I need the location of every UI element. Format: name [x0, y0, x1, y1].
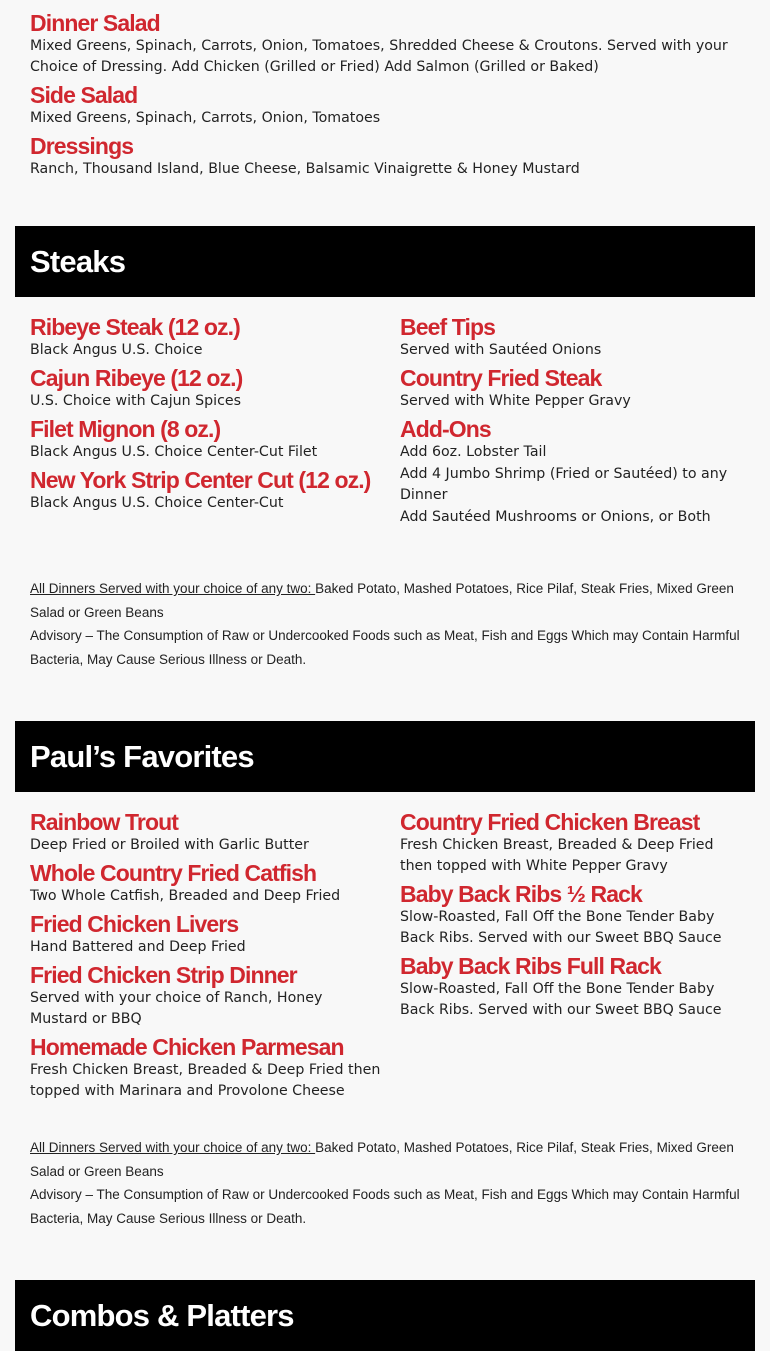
menu-item-desc: Ranch, Thousand Island, Blue Cheese, Balsamic Vinaigrette & Honey Mustard	[30, 161, 580, 177]
advisory-note: Advisory – The Consumption of Raw or Undercooked Foods such as Meat, Fish and Eggs Which may Contain Harmful Bacteria, May Cause Serious Illness or Death.	[30, 1187, 740, 1226]
menu-item-title: Homemade Chicken Parmesan	[30, 1034, 344, 1060]
menu-item-desc: Slow-Roasted, Fall Off the Bone Tender Baby Back Ribs. Served with our Sweet BBQ Sauce	[400, 981, 722, 1018]
favorites-items	[15, 809, 755, 1111]
steaks-right-column	[400, 314, 740, 547]
menu-item-title: Fried Chicken Strip Dinner	[30, 962, 297, 988]
menu-item-desc: Fresh Chicken Breast, Breaded & Deep Fried then topped with White Pepper Gravy	[400, 837, 714, 874]
salads-section	[15, 0, 755, 180]
menu-item-title: Beef Tips	[400, 314, 496, 340]
menu-item-title: Add-Ons	[400, 416, 491, 442]
section-banner-steaks	[15, 226, 755, 297]
sides-note-lead: All Dinners Served with your choice of any two:	[30, 1140, 316, 1155]
menu-item-title: Ribeye Steak (12 oz.)	[30, 314, 240, 340]
menu-item-desc: Hand Battered and Deep Fried	[30, 939, 246, 955]
menu-item-desc: Served with Sautéed Onions	[400, 342, 602, 358]
menu-item-title: Filet Mignon (8 oz.)	[30, 416, 221, 442]
advisory-note: Advisory – The Consumption of Raw or Undercooked Foods such as Meat, Fish and Eggs Which may Contain Harmful Bacteria, May Cause Serious Illness or Death.	[30, 628, 740, 667]
menu-item-title: Cajun Ribeye (12 oz.)	[30, 365, 243, 391]
menu-item-title: Country Fried Steak	[400, 365, 602, 391]
menu-item-desc: Deep Fried or Broiled with Garlic Butter	[30, 837, 309, 853]
menu-item-title: Country Fried Chicken Breast	[400, 809, 700, 835]
sides-note-lead: All Dinners Served with your choice of any two:	[30, 581, 316, 596]
menu-item-desc: Served with White Pepper Gravy	[400, 393, 631, 409]
menu-item-title: New York Strip Center Cut (12 oz.)	[30, 467, 371, 493]
section-heading: Combos & Platters	[30, 1297, 294, 1333]
menu-item-desc: Add 4 Jumbo Shrimp (Fried or Sautéed) to any Dinner	[400, 466, 728, 503]
steaks-notes	[15, 577, 755, 687]
menu-item-desc: Black Angus U.S. Choice Center-Cut Filet	[30, 444, 318, 460]
sides-note-options: Baked Potato, Mashed Potatoes, Rice Pilaf, Steak Fries, Mixed Green Salad or Green Beans	[30, 581, 734, 620]
sides-note	[30, 577, 740, 624]
menu-item-desc: Mixed Greens, Spinach, Carrots, Onion, Tomatoes, Shredded Cheese & Croutons. Served with your Choice of Dressing. Add Chicken (Grilled or Fried) Add Salmon (Grilled or Baked)	[30, 38, 728, 75]
menu-item-desc: Slow-Roasted, Fall Off the Bone Tender Baby Back Ribs. Served with our Sweet BBQ Sauce	[400, 909, 722, 946]
favorites-right-column	[400, 809, 740, 1111]
menu-item-desc: Add Sautéed Mushrooms or Onions, or Both	[400, 509, 711, 525]
menu-item-desc: U.S. Choice with Cajun Spices	[30, 393, 241, 409]
sides-note-options: Baked Potato, Mashed Potatoes, Rice Pilaf, Steak Fries, Mixed Green Salad or Green Beans	[30, 1140, 734, 1179]
section-heading: Paul’s Favorites	[30, 738, 254, 774]
menu-item-desc: Fresh Chicken Breast, Breaded & Deep Fried then topped with Marinara and Provolone Cheese	[30, 1062, 381, 1099]
menu-item-title: Rainbow Trout	[30, 809, 179, 835]
menu-item-title: Baby Back Ribs Full Rack	[400, 953, 661, 979]
menu-item-desc: Mixed Greens, Spinach, Carrots, Onion, Tomatoes	[30, 110, 381, 126]
menu-item-title: Fried Chicken Livers	[30, 911, 239, 937]
menu-item-desc: Black Angus U.S. Choice Center-Cut	[30, 495, 284, 511]
section-banner-combos	[15, 1280, 755, 1351]
section-banner-favorites	[15, 721, 755, 792]
menu-item-desc: Add 6oz. Lobster Tail	[400, 444, 547, 460]
menu-item-desc: Black Angus U.S. Choice	[30, 342, 203, 358]
section-heading: Steaks	[30, 243, 126, 279]
sides-note	[30, 1136, 740, 1183]
menu-item-title: Dinner Salad	[30, 10, 160, 36]
menu-item-desc: Two Whole Catfish, Breaded and Deep Fried	[30, 888, 341, 904]
menu-item-title: Baby Back Ribs ½ Rack	[400, 881, 642, 907]
menu-item-title: Dressings	[30, 133, 134, 159]
favorites-left-column	[30, 809, 400, 1111]
menu-item-title: Whole Country Fried Catfish	[30, 860, 317, 886]
menu-item-desc: Served with your choice of Ranch, Honey Mustard or BBQ	[30, 990, 323, 1027]
favorites-notes	[15, 1136, 755, 1246]
steaks-items	[15, 314, 755, 547]
steaks-left-column	[30, 314, 400, 547]
menu-item-title: Side Salad	[30, 82, 138, 108]
